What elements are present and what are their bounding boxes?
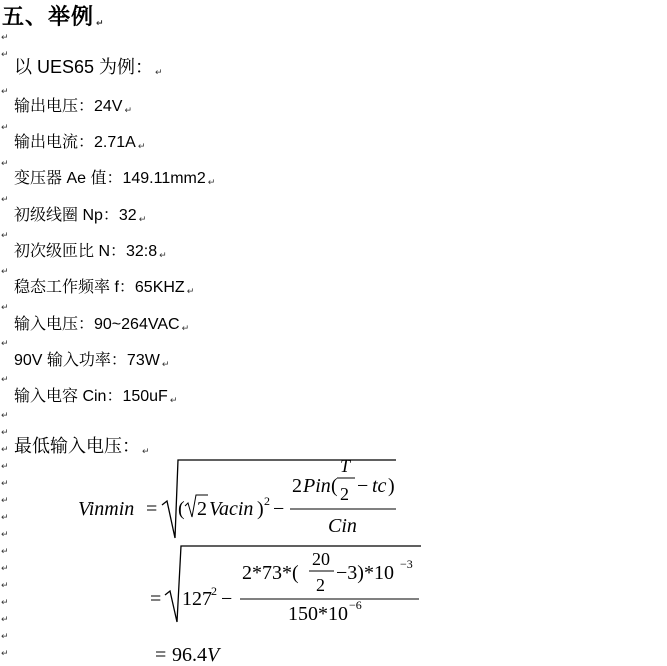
param-input-capacitor: 输入电容 Cin：150uF ↵ <box>14 388 178 406</box>
formula2-num-exp: −3 <box>400 557 413 571</box>
formula-num-2: 2 <box>292 475 302 497</box>
paragraph-mark: ↵ <box>1 267 9 277</box>
paragraph-mark: ↵ <box>1 375 9 385</box>
paragraph-mark: ↵ <box>1 632 9 642</box>
paragraph-mark: ↵ <box>1 513 9 523</box>
param-input-voltage: 输入电压：90~264VAC ↵ <box>14 316 190 334</box>
section-heading: 五、举例 ↵ <box>2 4 105 29</box>
param-output-current: 输出电流：2.71A ↵ <box>14 134 146 152</box>
paragraph-mark: ↵ <box>1 411 9 421</box>
param-turns-ratio: 初次级匝比 N：32:8 ↵ <box>14 243 167 261</box>
formula-minus-2: − <box>357 475 369 497</box>
intro-line: 以 UES65 为例： ↵ <box>14 57 163 78</box>
formula-vacin: Vacin <box>209 498 254 520</box>
param-primary-turns: 初级线圈 Np：32 ↵ <box>14 207 147 225</box>
paragraph-mark: ↵ <box>1 159 9 169</box>
formula2-num-b: −3)*10 <box>336 562 394 584</box>
formula2-equals: = <box>150 588 162 610</box>
formula2-num-a: 2*73*( <box>242 562 299 584</box>
formula3-result: 96.4 <box>172 644 207 666</box>
param-frequency: 稳态工作频率 f：65KHZ ↵ <box>14 279 195 297</box>
formula-paren-close: ) <box>257 498 264 520</box>
paragraph-mark: ↵ <box>1 87 9 97</box>
paragraph-mark: ↵ <box>1 231 9 241</box>
formula-lhs: Vinmin <box>78 498 135 520</box>
paragraph-mark: ↵ <box>1 123 9 133</box>
formula-pin: Pin <box>303 475 331 497</box>
formula2-base: 127 <box>182 588 212 610</box>
paragraph-mark: ↵ <box>1 598 9 608</box>
paragraph-mark: ↵ <box>1 50 9 60</box>
paragraph-mark: ↵ <box>1 339 9 349</box>
formula-tc: tc <box>372 475 387 497</box>
paragraph-mark: ↵ <box>1 303 9 313</box>
paragraph-mark: ↵ <box>1 649 9 659</box>
formula2-den: 150*10 <box>288 603 348 625</box>
formula-paren-open: ( <box>178 498 185 520</box>
param-input-power: 90V 输入功率：73W ↵ <box>14 352 170 370</box>
paragraph-mark: ↵ <box>1 564 9 574</box>
paragraph-mark: ↵ <box>1 615 9 625</box>
formula-sqrt2: 2 <box>197 498 207 520</box>
formula2-minus: − <box>221 588 233 610</box>
paragraph-mark: ↵ <box>1 428 9 438</box>
formula-cin: Cin <box>328 515 357 537</box>
paragraph-mark: ↵ <box>1 547 9 557</box>
param-output-voltage: 输出电压：24V ↵ <box>14 98 133 116</box>
paragraph-mark: ↵ <box>1 462 9 472</box>
formula3-equals: = <box>155 644 167 666</box>
min-voltage-label: 最低输入电压： ↵ <box>14 436 150 457</box>
formula-minus: − <box>273 498 285 520</box>
paragraph-mark: ↵ <box>1 445 9 455</box>
formula2-frac-top: 20 <box>312 549 330 569</box>
formula-t-den: 2 <box>340 484 349 504</box>
formula-t: T <box>340 456 351 476</box>
formula3-unit: V <box>207 644 220 666</box>
paragraph-mark: ↵ <box>1 496 9 506</box>
formula2-den-exp: −6 <box>349 598 362 612</box>
paragraph-mark: ↵ <box>1 530 9 540</box>
formula2-exp: 2 <box>211 584 217 598</box>
formula-equals: = <box>146 498 158 520</box>
paragraph-mark: ↵ <box>1 581 9 591</box>
paragraph-mark: ↵ <box>1 195 9 205</box>
formula-num-close: ) <box>388 475 395 497</box>
param-transformer-ae: 变压器 Ae 值：149.11mm2 ↵ <box>14 170 216 188</box>
formula-exp: 2 <box>264 494 270 508</box>
paragraph-mark: ↵ <box>1 479 9 489</box>
formula2-frac-bot: 2 <box>316 575 325 595</box>
formula-num-paren: ( <box>331 475 338 497</box>
paragraph-mark: ↵ <box>1 33 9 43</box>
